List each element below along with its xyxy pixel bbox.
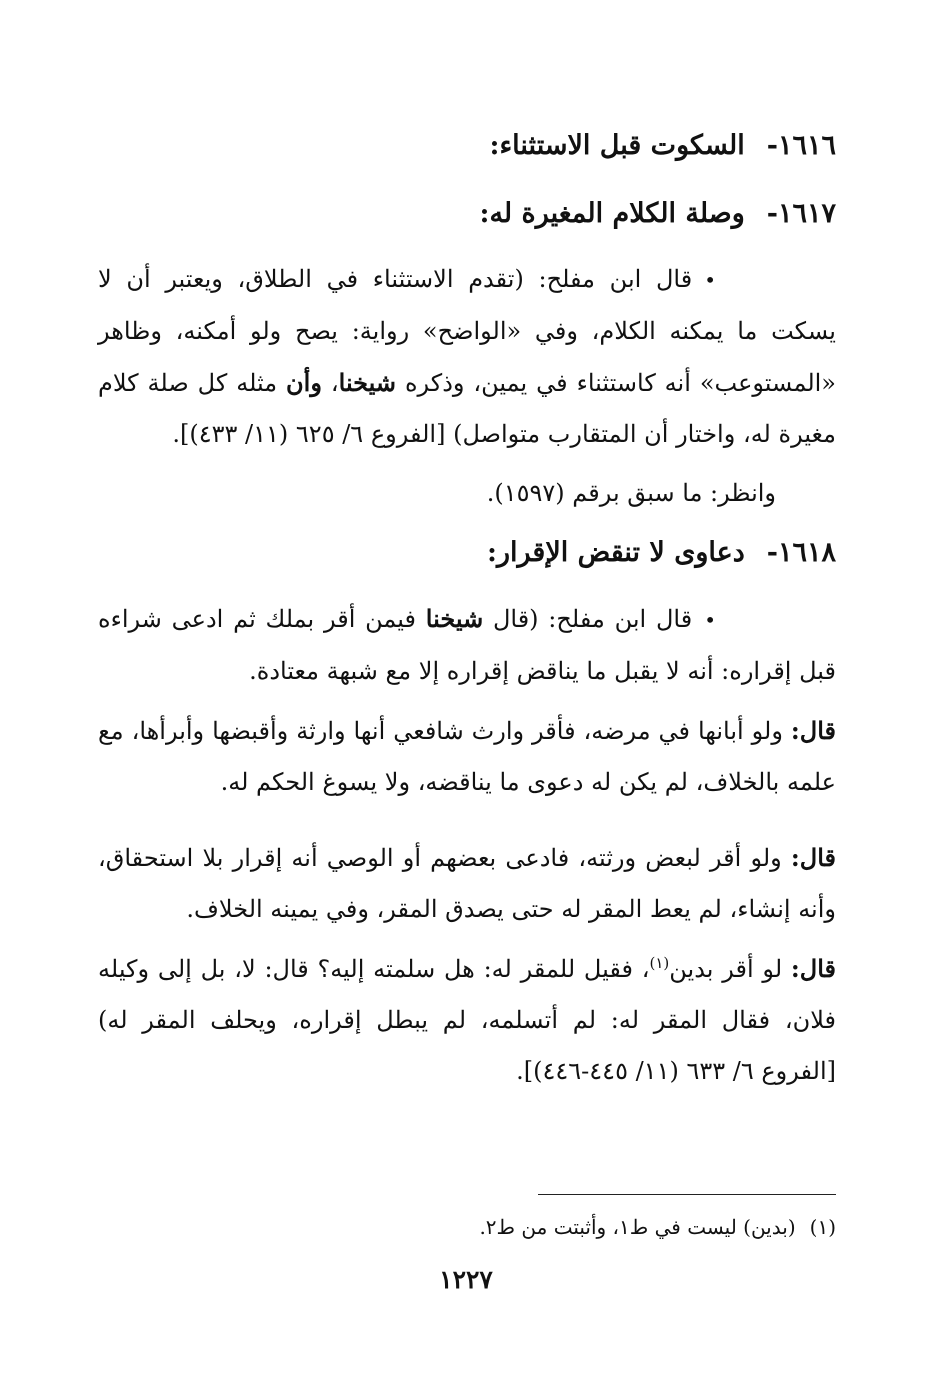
page-body bbox=[98, 118, 836, 1097]
bullet-icon: • bbox=[704, 608, 716, 632]
section-heading-1618 bbox=[98, 525, 836, 581]
paragraph-text: لو أقر بدين bbox=[669, 955, 791, 983]
paragraph-text: قال ابن مفلح: (تقدم الاستثناء في الطلاق، ويعتبر أن لا يسكت ما يمكنه الكلام، وفي «الواضح» رواية: يصح ولو أمكنه، وظاهر «المستوعب» أنه كاستثناء في يمين، وذكره bbox=[98, 265, 836, 397]
paragraph-text: ولو أبانها في مرضه، فأقر وارث شافعي أنها وارثة وأقبضها وأبرأها، مع علمه بالخلاف، لم يكن له دعوى ما يناقضه، ولا يسوغ الحكم له. bbox=[98, 717, 836, 796]
footnote-reference[interactable]: (١) bbox=[649, 954, 670, 972]
paragraph-qala-3 bbox=[98, 943, 836, 1097]
section-number: ١٦١٧- bbox=[766, 198, 836, 229]
footnote bbox=[440, 1207, 836, 1247]
page-number: ١٢٢٧ bbox=[439, 1265, 493, 1294]
footnote-divider bbox=[538, 1194, 836, 1195]
section-title: وصلة الكلام المغيرة له: bbox=[479, 198, 745, 229]
section-number: ١٦١٨- bbox=[766, 537, 836, 568]
paragraph-iqrar bbox=[98, 593, 836, 697]
paragraph-qala-2 bbox=[98, 832, 836, 935]
paragraph-text: ولو أقر لبعض ورثته، فادعى بعضهم أو الوصي أنه إقرار بلا استحقاق، وأنه إنشاء، لم يعط المقر له حتى يصدق المقر، وفي يمينه الخلاف. bbox=[98, 844, 836, 923]
paragraph-text: ، فقيل للمقر له: هل سلمته إليه؟ قال: لا، بل إلى وكيله فلان، فقال المقر له: لم أتسلمه، لم يبطل إقراره، ويحلف المقر له) [الفروع ٦/ ٦٣٣ (١١/ ٤٤٥-٤٤٦)]. bbox=[98, 955, 836, 1085]
paragraph-ibn-muflih-istithna bbox=[98, 254, 836, 460]
bold-lead: قال: bbox=[790, 843, 836, 872]
paragraph-text: فيمن أقر بملك ثم ادعى شراءه قبل إقراره: أنه لا يقبل ما يناقض إقراره إلا مع شبهة معتادة. bbox=[98, 605, 836, 685]
footnote-number: (١) bbox=[809, 1215, 836, 1239]
paragraph-text: قال ابن مفلح: (قال bbox=[483, 605, 693, 633]
bold-term: شيخنا bbox=[338, 368, 397, 397]
footnote-text: (بدين) ليست في ط١، وأثبتت من ط٢. bbox=[479, 1215, 796, 1239]
see-also-note: وانظر: ما سبق برقم (١٥٩٧). bbox=[486, 479, 776, 507]
paragraph-text: ، bbox=[321, 369, 339, 397]
bold-term: وأن bbox=[286, 368, 322, 397]
section-heading-1617 bbox=[98, 186, 836, 242]
bullet-icon: • bbox=[704, 268, 716, 292]
section-heading-1616 bbox=[98, 118, 836, 174]
bold-lead: قال: bbox=[790, 954, 836, 983]
section-title: السكوت قبل الاستثناء: bbox=[489, 130, 745, 161]
paragraph-qala-1 bbox=[98, 705, 836, 808]
paragraph-text: مثله كل صلة كلام مغيرة له، واختار أن المتقارب متواصل) [الفروع ٦/ ٦٢٥ (١١/ ٤٣٣)]. bbox=[98, 369, 836, 448]
bold-term: شيخنا bbox=[425, 604, 484, 633]
section-number: ١٦١٦- bbox=[766, 130, 836, 161]
section-title: دعاوى لا تنقض الإقرار: bbox=[487, 537, 745, 568]
bold-lead: قال: bbox=[790, 716, 836, 745]
